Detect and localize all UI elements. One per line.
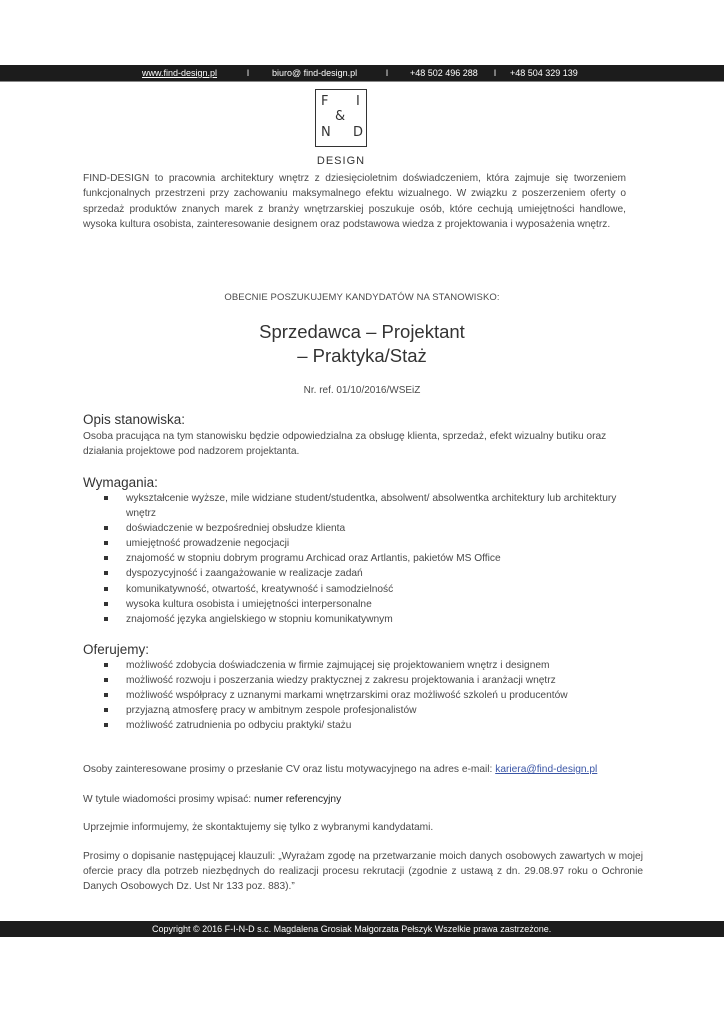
- bullet-icon: [104, 602, 108, 606]
- list-item: możliwość zdobycia doświadczenia w firmie zajmującej się projektowaniem wnętrz i designem: [0, 658, 620, 673]
- list-item: wysoka kultura osobista i umiejętności interpersonalne: [0, 597, 620, 612]
- separator: l: [386, 68, 388, 78]
- bullet-icon: [104, 678, 108, 682]
- logo-ampersand: &: [335, 109, 346, 124]
- list-item: przyjazną atmosferę pracy w ambitnym zespole profesjonalistów: [0, 703, 620, 718]
- logo-letter-f: F: [321, 94, 329, 109]
- offer-list: [0, 658, 620, 733]
- career-email-link[interactable]: kariera@find-design.pl: [495, 764, 598, 775]
- job-title-line-2: – Praktyka/Staż: [297, 345, 427, 366]
- subject-paragraph: W tytule wiadomości prosimy wpisać: numer referencyjny: [83, 794, 342, 805]
- list-item: wykształcenie wyższe, mile widziane student/studentka, absolwent/ absolwentka architektury lub architektury wnętrz: [0, 491, 620, 521]
- reference-number: Nr. ref. 01/10/2016/WSEiZ: [303, 385, 421, 396]
- logo-word: DESIGN: [316, 155, 366, 167]
- list-item: dyspozycyjność i zaangażowanie w realizacje zadań: [0, 566, 620, 581]
- email-text: biuro@ find-design.pl: [272, 68, 358, 78]
- list-item: możliwość rozwoju i poszerzania wiedzy praktycznej z zakresu projektowania i aranżacji wnętrz: [0, 673, 620, 688]
- bullet-icon: [104, 541, 108, 545]
- bullet-icon: [104, 723, 108, 727]
- list-item: możliwość zatrudnienia po odbyciu praktyki/ stażu: [0, 718, 620, 733]
- footer-bar: [0, 921, 724, 937]
- list-item: doświadczenie w bezpośredniej obsłudze klienta: [0, 521, 620, 536]
- offer-heading: Oferujemy:: [83, 642, 150, 657]
- website-link[interactable]: www.find-design.pl: [142, 68, 218, 78]
- phone-2: +48 504 329 139: [510, 68, 578, 78]
- header-contact-bar: [0, 65, 724, 82]
- requirements-list: [0, 491, 620, 627]
- bullet-icon: [104, 663, 108, 667]
- list-item: umiejętność prowadzenie negocjacji: [0, 536, 620, 551]
- job-title-line-1: Sprzedawca – Projektant: [259, 321, 465, 342]
- company-intro: FIND-DESIGN to pracownia architektury wnętrz z dziesięcioletnim doświadczeniem, która zajmuje się tworzeniem funkcjonalnych przestrzeni przy zachowaniu maksymalnego efektu wizualnego. W związku z poszerzeniem oferty o sprzedaż produktów znanych marek z branży wnętrzarskiej poszukuje osób, które cechują umiejętności handlowe, wysoka kultura osobista, zainteresowanie designem oraz podstawowa wiedza z projektowania i wyposażenia wnętrz.: [83, 173, 626, 231]
- contact-paragraph: Osoby zainteresowane prosimy o przesłanie CV oraz listu motywacyjnego na adres e-mail: kariera@find-design.pl: [83, 764, 598, 775]
- bullet-icon: [104, 496, 108, 500]
- list-item: komunikatywność, otwartość, kreatywność i samodzielność: [0, 582, 620, 597]
- logo-letter-n: N: [321, 125, 331, 140]
- logo-letter-d: D: [353, 125, 364, 140]
- list-item: znajomość języka angielskiego w stopniu komunikatywnym: [0, 612, 620, 627]
- announcement: OBECNIE POSZUKUJEMY KANDYDATÓW NA STANOWISKO:: [224, 292, 500, 303]
- list-item: możliwość współpracy z uznanymi markami wnętrzarskimi oraz możliwość szkoleń u producentów: [0, 688, 620, 703]
- gdpr-clause: Prosimy o dopisanie następującej klauzuli: „Wyrażam zgodę na przetwarzanie moich danych osobowych zawartych w mojej ofercie pracy dla potrzeb niezbędnych do realizacji procesu rekrutacji (zgodnie z ustawą z dn. 29.08.97 roku o Ochronie Danych Osobowych Dz. Ust Nr 133 poz. 883).”: [83, 851, 643, 893]
- description-text: Osoba pracująca na tym stanowisku będzie odpowiedzialna za obsługę klienta, sprzedaż, efekt wizualny butiku oraz działania projektowe pod nadzorem projektanta.: [83, 431, 607, 458]
- bullet-icon: [104, 571, 108, 575]
- company-logo: [315, 89, 367, 147]
- bullet-icon: [104, 587, 108, 591]
- requirements-heading: Wymagania:: [83, 475, 158, 490]
- bullet-icon: [104, 617, 108, 621]
- notice-paragraph: Uprzejmie informujemy, że skontaktujemy się tylko z wybranymi kandydatami.: [83, 822, 434, 833]
- bullet-icon: [104, 526, 108, 530]
- phone-1: +48 502 496 288: [410, 68, 478, 78]
- list-item: znajomość w stopniu dobrym programu Archicad oraz Artlantis, pakietów MS Office: [0, 551, 620, 566]
- bullet-icon: [104, 556, 108, 560]
- subject-value: numer referencyjny: [253, 794, 342, 805]
- description-heading: Opis stanowiska:: [83, 412, 186, 427]
- bullet-icon: [104, 693, 108, 697]
- separator: l: [494, 68, 496, 78]
- separator: l: [247, 68, 249, 78]
- copyright-text: Copyright © 2016 F-I-N-D s.c. Magdalena Grosiak Małgorzata Pełszyk Wszelkie prawa zastrzeżone.: [152, 924, 552, 934]
- bullet-icon: [104, 708, 108, 712]
- logo-letter-i: I: [356, 94, 360, 109]
